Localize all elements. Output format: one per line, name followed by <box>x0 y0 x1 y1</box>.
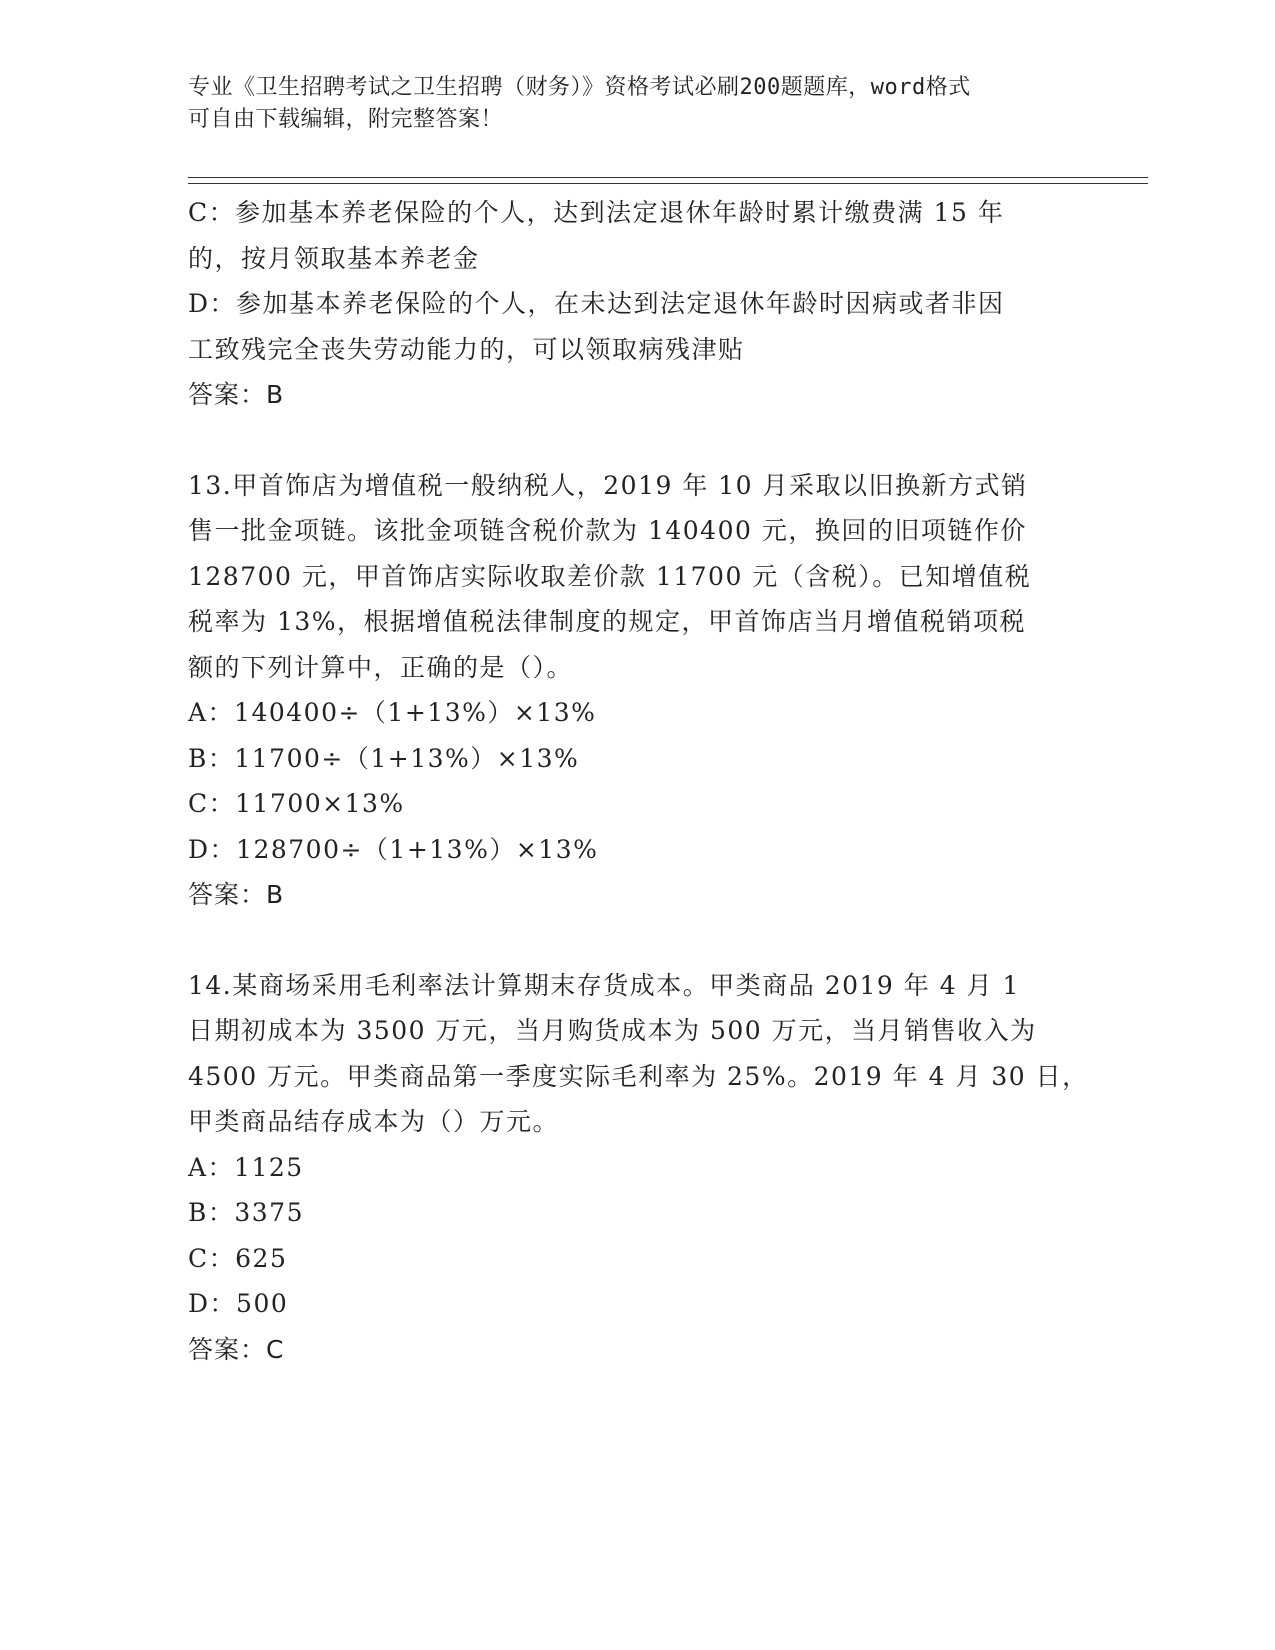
q13-option-b: B：11700÷（1+13%）×13% <box>188 743 580 773</box>
q13-stem-line: 13.甲首饰店为增值税一般纳税人，2019 年 10 月采取以旧换新方式销 <box>188 470 1028 500</box>
question-13 <box>188 463 1108 918</box>
q13-option-d: D：128700÷（1+13%）×13% <box>188 834 599 864</box>
question-14 <box>188 963 1108 1373</box>
q14-stem-line: 日期初成本为 3500 万元，当月购货成本为 500 万元，当月销售收入为 <box>188 1016 1037 1045</box>
q13-option-c: C：11700×13% <box>188 789 405 818</box>
option-c-line-1: C：参加基本养老保险的个人，达到法定退休年龄时累计缴费满 15 年 <box>188 198 1005 227</box>
header-divider-bottom <box>188 183 1148 184</box>
q13-stem-line: 额的下列计算中，正确的是（）。 <box>188 652 574 682</box>
q13-stem-line: 128700 元，甲首饰店实际收取差价款 11700 元（含税）。已知增值税 <box>188 561 1032 591</box>
answer-13: 答案：B <box>188 880 285 909</box>
q13-stem-line: 税率为 13%，根据增值税法律制度的规定，甲首饰店当月增值税销项税 <box>188 607 1027 636</box>
document-body <box>188 190 1108 1372</box>
header-title-line-2: 可自由下载编辑，附完整答案！ <box>188 107 504 132</box>
spacer <box>188 918 1108 963</box>
question-12-tail <box>188 190 1108 418</box>
q14-option-b: B：3375 <box>188 1198 304 1227</box>
q13-option-a: A：140400÷（1+13%）×13% <box>188 698 597 727</box>
header-divider-top <box>188 177 1148 178</box>
q13-stem-line: 售一批金项链。该批金项链含税价款为 140400 元，换回的旧项链作价 <box>188 516 1027 545</box>
q14-option-c: C：625 <box>188 1243 288 1273</box>
q14-option-a: A：1125 <box>188 1152 304 1182</box>
q14-stem-line: 4500 万元。甲类商品第一季度实际毛利率为 25%。2019 年 4 月 30 日， <box>188 1061 1089 1091</box>
answer-12: 答案：B <box>188 380 285 409</box>
option-c-line-2: 的，按月领取基本养老金 <box>188 243 480 273</box>
q14-stem-line: 14.某商场采用毛利率法计算期末存货成本。甲类商品 2019 年 4 月 1 <box>188 970 1020 1000</box>
answer-14: 答案：C <box>188 1334 285 1364</box>
option-d-line-1: D：参加基本养老保险的个人，在未达到法定退休年龄时因病或者非因 <box>188 289 1005 318</box>
q14-stem-line: 甲类商品结存成本为（）万元。 <box>188 1107 560 1136</box>
spacer <box>188 418 1108 463</box>
option-d-line-2: 工致残完全丧失劳动能力的，可以领取病残津贴 <box>188 334 745 364</box>
q14-option-d: D：500 <box>188 1289 289 1318</box>
header-title-line-1: 专业《卫生招聘考试之卫生招聘（财务）》资格考试必刷200题题库，word格式 <box>188 75 971 100</box>
document-header <box>188 72 1088 136</box>
